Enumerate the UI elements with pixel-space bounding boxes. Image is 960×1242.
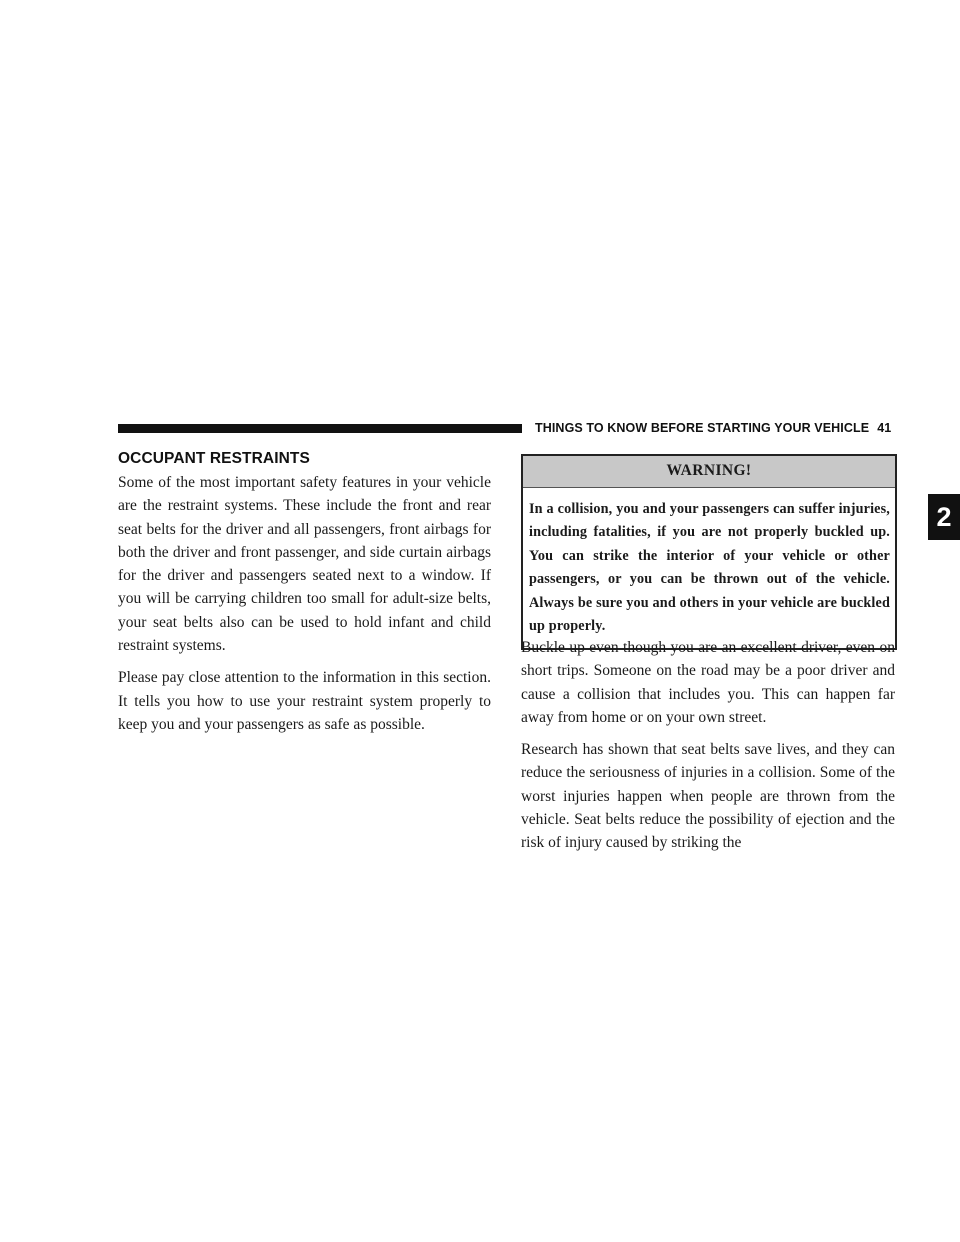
body-paragraph: Buckle up even though you are an excellent driver, even on short trips. Someone on the road may be a poor driver and cause a collision that includes you. This can happen far away from home or on your own street.	[521, 639, 895, 726]
section-title: OCCUPANT RESTRAINTS	[118, 450, 310, 467]
page-number: 41	[877, 421, 892, 435]
running-header	[535, 421, 891, 435]
chapter-tab: 2	[928, 494, 960, 540]
warning-heading: WARNING!	[523, 456, 895, 488]
right-column	[521, 636, 895, 864]
left-column	[118, 450, 491, 745]
header-rule	[118, 424, 522, 433]
running-title: THINGS TO KNOW BEFORE STARTING YOUR VEHICLE	[535, 421, 870, 435]
body-paragraph: Some of the most important safety features in your vehicle are the restraint systems. These include the front and rear seat belts for the driver and all passengers, front airbags for both the driver and front passenger, and side curtain airbags for the driver and passengers seated next to a window. If you will be carrying children too small for adult-size belts, your seat belts also can be used to hold infant and child restraint systems.	[118, 474, 491, 655]
warning-box	[521, 454, 897, 650]
body-paragraph: Research has shown that seat belts save lives, and they can reduce the seriousness of injuries in a collision. Some of the worst injuries happen when people are thrown from the vehicle. Seat belts reduce the possibility of ejection and the risk of injury caused by striking the	[521, 741, 895, 852]
warning-text: In a collision, you and your passengers can suffer injuries, including fatalities, if you are not properly buckled up. You can strike the interior of your vehicle or other passengers, or you can be thrown out of the vehicle. Always be sure you and others in your vehicle are buckled up properly.	[529, 501, 890, 635]
body-paragraph: Please pay close attention to the information in this section. It tells you how to use your restraint system properly to keep you and your passengers as safe as possible.	[118, 669, 491, 733]
